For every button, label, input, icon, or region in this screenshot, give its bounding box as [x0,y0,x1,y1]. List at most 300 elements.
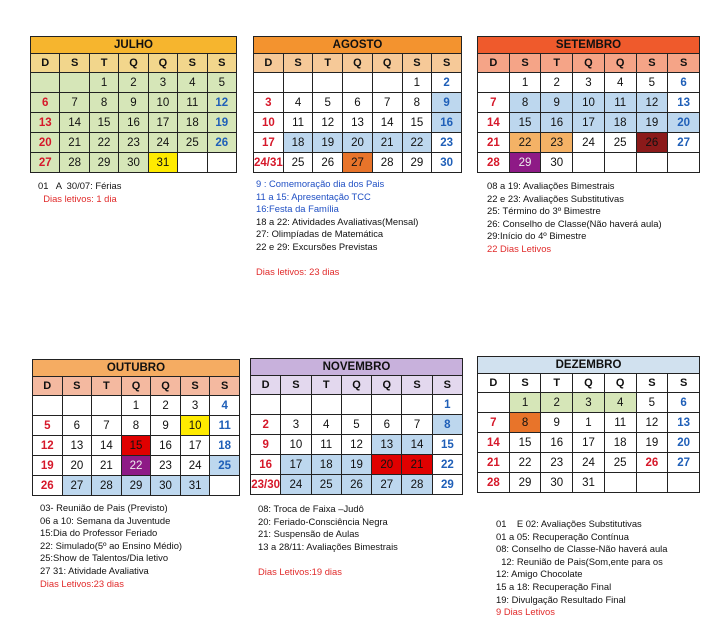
note-line: 22 e 23: Avaliações Substitutivas [487,192,624,204]
day-cell: 31 [573,473,605,493]
weekday-header: Q [343,54,373,73]
day-cell: 11 [210,416,240,436]
day-cell: 21 [478,453,510,473]
note-line: 11 a 15: Apresentação TCC [256,190,371,202]
day-cell: 2 [151,396,181,416]
day-cell: 22 [509,453,541,473]
notes-outubro [40,502,182,590]
day-cell: 8 [402,93,432,113]
day-cell [478,393,510,413]
day-cell: 26 [636,133,668,153]
day-cell: 18 [311,455,341,475]
day-cell: 12 [636,413,668,433]
day-cell: 23 [151,456,181,476]
day-cell: 13 [343,113,373,133]
week-row [33,396,240,416]
day-cell: 18 [283,133,313,153]
day-cell: 4 [604,393,636,413]
note-line: 08 a 19: Avaliações Bimestrais [487,180,615,191]
weekday-header: T [311,376,341,395]
day-cell: 25 [283,153,313,173]
day-cell: 4 [178,73,207,93]
day-cell [636,473,668,493]
day-cell: 29 [432,475,462,495]
calendar-outubro [32,359,240,496]
week-row [478,473,700,493]
day-cell: 1 [89,73,118,93]
weekday-header: Q [573,54,605,73]
day-cell: 17 [180,436,210,456]
day-cell: 7 [92,416,122,436]
day-cell: 30 [151,476,181,496]
note-line: 08: Troca de Faixa –Judô [258,503,364,514]
day-cell: 16 [541,113,573,133]
day-cell: 17 [148,113,177,133]
day-cell: 10 [281,435,311,455]
day-cell: 27 [62,476,92,496]
weekday-header: S [62,377,92,396]
weekday-header: S [178,54,207,73]
day-cell: 2 [541,73,573,93]
day-cell: 10 [180,416,210,436]
day-cell: 24 [180,456,210,476]
day-cell: 29 [89,153,118,173]
month-table [253,36,462,173]
day-cell: 1 [402,73,432,93]
day-cell [311,395,341,415]
weekday-header: Q [341,376,371,395]
week-row [251,435,463,455]
day-cell: 22 [121,456,151,476]
week-row [254,153,462,173]
day-cell: 13 [668,413,700,433]
day-cell [254,73,284,93]
day-cell: 27 [31,153,60,173]
day-cell: 11 [178,93,207,113]
month-table [250,358,463,495]
week-row [33,456,240,476]
day-cell: 26 [313,153,343,173]
day-cell: 15 [89,113,118,133]
day-cell: 18 [210,436,240,456]
day-cell: 24 [573,133,605,153]
day-cell: 28 [92,476,122,496]
day-cell: 21 [92,456,122,476]
day-cell: 17 [573,433,605,453]
day-cell [251,395,281,415]
day-cell [33,396,63,416]
day-cell: 4 [604,73,636,93]
day-cell: 7 [478,93,510,113]
day-cell: 20 [668,433,700,453]
day-cell: 30 [432,153,462,173]
weekday-header: Q [372,54,402,73]
day-cell: 22 [402,133,432,153]
weekday-header: D [478,374,510,393]
note-line: 01 A 30/07: Férias [38,180,122,191]
day-cell: 19 [33,456,63,476]
day-cell: 20 [372,455,402,475]
calendar-dezembro [477,356,700,493]
day-cell [62,396,92,416]
calendar-novembro [250,358,463,495]
day-cell: 21 [60,133,89,153]
day-cell: 23 [541,133,573,153]
note-line: 9 Dias Letivos [496,606,555,618]
day-cell: 18 [604,113,636,133]
day-cell: 12 [33,436,63,456]
note-line: 08: Conselho de Classe-Não haverá aula [496,543,668,555]
notes-setembro [487,180,662,256]
note-line: 03- Reunião de Pais (Previsto) [40,502,168,513]
week-row [31,113,237,133]
month-title: NOVEMBRO [251,359,463,376]
day-cell: 15 [121,436,151,456]
note-line: 18 a 22: Atividades Avaliativas(Mensal) [256,215,419,227]
note-line: 13 a 28/11: Avaliações Bimestrais [258,540,398,552]
day-cell [178,153,207,173]
day-cell [636,153,668,173]
weekday-header: T [541,54,573,73]
week-row [33,476,240,496]
day-cell: 9 [541,93,573,113]
day-cell: 25 [210,456,240,476]
note-line: 01 a 05: Recuperação Contínua [496,530,629,542]
day-cell: 6 [31,93,60,113]
day-cell [573,153,605,173]
calendar-julho [30,36,237,173]
weekday-header: Q [121,377,151,396]
day-cell: 27 [372,475,402,495]
month-table [32,359,240,496]
day-cell: 12 [341,435,371,455]
day-cell: 27 [668,133,700,153]
day-cell: 30 [541,473,573,493]
day-cell: 5 [33,416,63,436]
note-line: 25: Término do 3º Bimestre [487,205,601,217]
day-cell: 20 [343,133,373,153]
day-cell [343,73,373,93]
day-cell: 13 [62,436,92,456]
day-cell: 4 [283,93,313,113]
weekday-header: Q [604,374,636,393]
day-cell: 30 [119,153,148,173]
month-title: DEZEMBRO [478,357,700,374]
day-cell: 29 [509,473,541,493]
note-line: Dias letivos: 23 dias [256,266,340,278]
day-cell: 14 [478,433,510,453]
week-row [478,453,700,473]
day-cell: 12 [313,113,343,133]
day-cell: 24 [148,133,177,153]
day-cell: 19 [341,455,371,475]
note-line: 21: Suspensão de Aulas [258,528,360,540]
day-cell: 14 [478,113,510,133]
week-row [31,153,237,173]
week-row [254,133,462,153]
day-cell: 3 [573,393,605,413]
day-cell: 3 [281,415,311,435]
note-line [258,553,398,566]
day-cell: 3 [573,73,605,93]
day-cell: 27 [343,153,373,173]
week-row [478,393,700,413]
day-cell: 2 [432,73,462,93]
weekday-header: S [283,54,313,73]
day-cell: 8 [432,415,462,435]
weekday-header: T [313,54,343,73]
weekday-header: S [180,377,210,396]
weekday-header: Q [151,377,181,396]
weekday-header: S [402,54,432,73]
weekday-header: Q [372,376,402,395]
weekday-header: S [60,54,89,73]
day-cell: 13 [31,113,60,133]
day-cell: 23 [432,133,462,153]
note-line [256,254,418,267]
day-cell: 28 [60,153,89,173]
week-row [31,133,237,153]
day-cell: 14 [92,436,122,456]
day-cell: 23 [119,133,148,153]
note-line: 22 Dias Letivos [487,242,552,254]
day-cell [604,153,636,173]
day-cell: 29 [121,476,151,496]
week-row [251,395,463,415]
day-cell: 1 [121,396,151,416]
week-row [33,416,240,436]
day-cell: 9 [541,413,573,433]
weekday-header: S [668,374,700,393]
weekday-header: D [251,376,281,395]
weekday-header: T [89,54,118,73]
notes-agosto [256,178,418,279]
day-cell: 17 [573,113,605,133]
month-title: OUTUBRO [33,360,240,377]
note-line: Dias Letivos:19 dias [258,565,342,577]
day-cell: 22 [89,133,118,153]
weekday-header: S [509,54,541,73]
notes-dezembro [496,518,667,619]
week-row [251,475,463,495]
day-cell: 15 [402,113,432,133]
day-cell [402,395,432,415]
note-line: 16:Festa da Família [256,203,339,215]
calendar-setembro [477,36,700,173]
day-cell: 11 [604,413,636,433]
week-row [254,113,462,133]
day-cell: 17 [281,455,311,475]
weekday-header: Q [604,54,636,73]
week-row [251,415,463,435]
day-cell: 7 [372,93,402,113]
day-cell: 1 [509,393,541,413]
weekday-header: S [636,374,668,393]
day-cell: 2 [119,73,148,93]
weekday-header: S [432,54,462,73]
day-cell: 3 [148,73,177,93]
day-cell: 26 [33,476,63,496]
day-cell: 6 [372,415,402,435]
day-cell: 21 [478,133,510,153]
day-cell: 3 [180,396,210,416]
weekday-header: Q [148,54,177,73]
day-cell: 18 [604,433,636,453]
day-cell [92,396,122,416]
notes-julho [38,180,121,205]
day-cell: 15 [432,435,462,455]
day-cell: 14 [402,435,432,455]
day-cell: 16 [541,433,573,453]
day-cell: 20 [668,113,700,133]
weekday-header: S [509,374,541,393]
week-row [478,133,700,153]
note-line: 22 e 29: Excursões Previstas [256,240,378,252]
day-cell: 23 [541,453,573,473]
day-cell: 16 [432,113,462,133]
week-row [478,413,700,433]
week-row [31,93,237,113]
day-cell: 16 [119,113,148,133]
day-cell: 16 [251,455,281,475]
note-line: 27 31: Atividade Avaliativa [40,564,149,576]
week-row [31,73,237,93]
day-cell: 9 [432,93,462,113]
day-cell: 2 [251,415,281,435]
day-cell [60,73,89,93]
day-cell: 25 [178,133,207,153]
day-cell: 18 [178,113,207,133]
day-cell: 4 [311,415,341,435]
day-cell [210,476,240,496]
weekday-header: T [92,377,122,396]
month-title: SETEMBRO [478,37,700,54]
weekday-header: S [668,54,700,73]
day-cell: 19 [636,433,668,453]
day-cell: 24/31 [254,153,284,173]
week-row [478,433,700,453]
note-line: Dias letivos: 1 dia [38,192,117,204]
weekday-header: S [207,54,236,73]
week-row [251,455,463,475]
day-cell [283,73,313,93]
day-cell: 19 [313,133,343,153]
note-line: 06 a 10: Semana da Juventude [40,514,171,526]
day-cell: 17 [254,133,284,153]
day-cell: 5 [341,415,371,435]
weekday-header: Q [573,374,605,393]
day-cell: 21 [372,133,402,153]
day-cell: 27 [668,453,700,473]
note-line: 15 a 18: Recuperação Final [496,580,612,592]
day-cell: 9 [151,416,181,436]
day-cell: 15 [509,433,541,453]
day-cell: 20 [62,456,92,476]
day-cell: 11 [604,93,636,113]
day-cell: 3 [254,93,284,113]
day-cell: 7 [60,93,89,113]
month-table [477,356,700,493]
weekday-header: Q [119,54,148,73]
day-cell: 31 [148,153,177,173]
day-cell: 16 [151,436,181,456]
weekday-header: S [210,377,240,396]
note-line: 27: Olimpíadas de Matemática [256,228,384,240]
note-line: 26: Conselho de Classe(Não haverá aula) [487,217,662,229]
week-row [254,93,462,113]
day-cell: 6 [343,93,373,113]
weekday-header: S [402,376,432,395]
day-cell: 5 [207,73,236,93]
day-cell: 11 [311,435,341,455]
day-cell [281,395,311,415]
note-line: 19: Divulgação Resultado Final [496,593,626,605]
day-cell: 13 [372,435,402,455]
day-cell: 26 [636,453,668,473]
day-cell [478,73,510,93]
note-line: 9 : Comemoração dia dos Pais [256,178,385,189]
day-cell: 9 [119,93,148,113]
day-cell: 6 [62,416,92,436]
day-cell [604,473,636,493]
day-cell: 28 [372,153,402,173]
day-cell: 22 [509,133,541,153]
day-cell: 10 [148,93,177,113]
day-cell: 19 [207,113,236,133]
day-cell: 25 [604,453,636,473]
month-title: AGOSTO [254,37,462,54]
note-line: 25:Show de Talentos/Dia letivo [40,552,169,564]
month-title: JULHO [31,37,237,54]
weekday-header: D [31,54,60,73]
day-cell [668,473,700,493]
day-cell: 10 [254,113,284,133]
day-cell: 6 [668,393,700,413]
weekday-header: D [33,377,63,396]
day-cell [341,395,371,415]
day-cell: 8 [509,413,541,433]
day-cell [207,153,236,173]
day-cell: 14 [60,113,89,133]
weekday-header: D [478,54,510,73]
day-cell [313,73,343,93]
week-row [254,73,462,93]
day-cell: 7 [478,413,510,433]
day-cell: 30 [541,153,573,173]
day-cell: 25 [604,133,636,153]
day-cell: 8 [509,93,541,113]
month-table [30,36,237,173]
day-cell: 21 [402,455,432,475]
day-cell: 24 [281,475,311,495]
note-line: 22: Simulado(5º ao Ensino Médio) [40,539,183,551]
week-row [33,436,240,456]
day-cell: 12 [207,93,236,113]
note-line: 29:Início do 4º Bimestre [487,230,587,242]
day-cell: 10 [573,93,605,113]
day-cell: 25 [311,475,341,495]
week-row [478,113,700,133]
day-cell: 8 [121,416,151,436]
month-table [477,36,700,173]
note-line: 20: Feriado-Consciência Negra [258,515,388,527]
day-cell: 5 [636,73,668,93]
weekday-header: S [636,54,668,73]
day-cell: 13 [668,93,700,113]
note-line: 15:Dia do Professor Feriado [40,527,158,539]
day-cell [372,73,402,93]
day-cell: 15 [509,113,541,133]
